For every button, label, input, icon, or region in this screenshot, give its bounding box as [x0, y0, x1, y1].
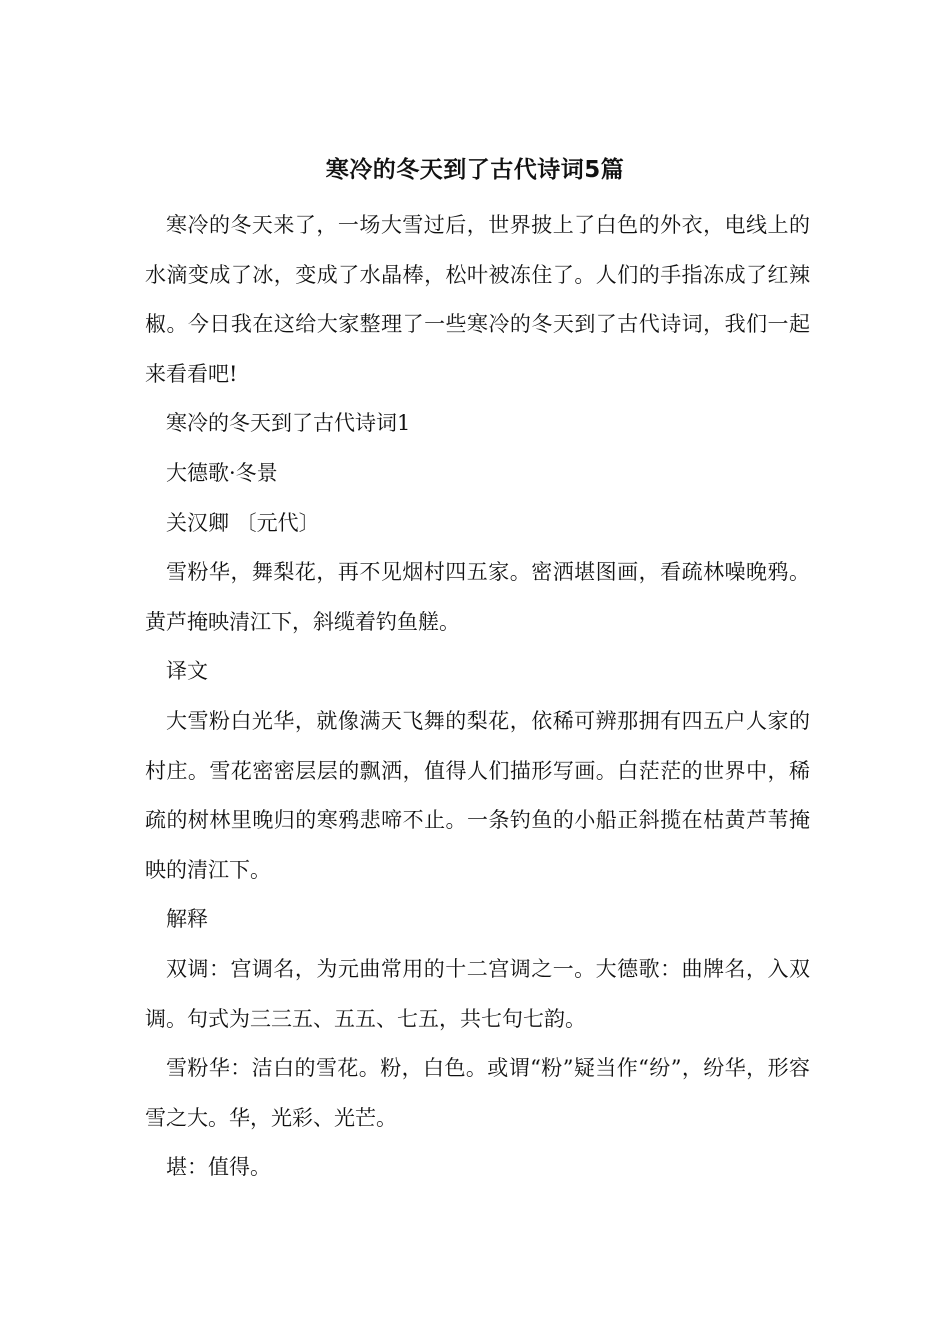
- poem-author: 关汉卿 〔元代〕: [166, 510, 320, 535]
- poem-title: 大德歌·冬景: [166, 460, 278, 485]
- document-body: [145, 201, 810, 1193]
- notes-heading: 解释: [166, 907, 208, 932]
- intro-paragraph: 寒冷的冬天来了，一场大雪过后，世界披上了白色的外衣，电线上的水滴变成了冰，变成了水晶棒，松叶被冻住了。人们的手指冻成了红辣椒。今日我在这给大家整理了一些寒冷的冬天到了古代诗词，我们一起来看看吧!: [145, 213, 810, 386]
- note-paragraph: 双调：宫调名，为元曲常用的十二宫调之一。大德歌：曲牌名，入双调。句式为三三五、五五、七五，共七句七韵。: [145, 956, 810, 1031]
- translation-heading: 译文: [166, 659, 208, 684]
- poem-text: 雪粉华，舞梨花，再不见烟村四五家。密洒堪图画，看疏林噪晚鸦。黄芦掩映清江下，斜缆着钓鱼艖。: [145, 560, 810, 634]
- note-paragraph: 雪粉华：洁白的雪花。粉，白色。或谓“粉”疑当作“纷”，纷华，形容雪之大。华，光彩、光芒。: [145, 1056, 810, 1130]
- note-paragraph: 堪：值得。: [166, 1155, 271, 1180]
- poem-section-heading: 寒冷的冬天到了古代诗词1: [166, 411, 411, 436]
- document-title: 寒冷的冬天到了古代诗词5篇: [325, 157, 625, 183]
- translation-text: 大雪粉白光华，就像满天飞舞的梨花，依稀可辨那拥有四五户人家的村庄。雪花密密层层的飘洒，值得人们描形写画。白茫茫的世界中，稀疏的树林里晚归的寒鸦悲啼不止。一条钓鱼的小船正斜揽在枯黄芦苇掩映的清江下。: [145, 708, 810, 882]
